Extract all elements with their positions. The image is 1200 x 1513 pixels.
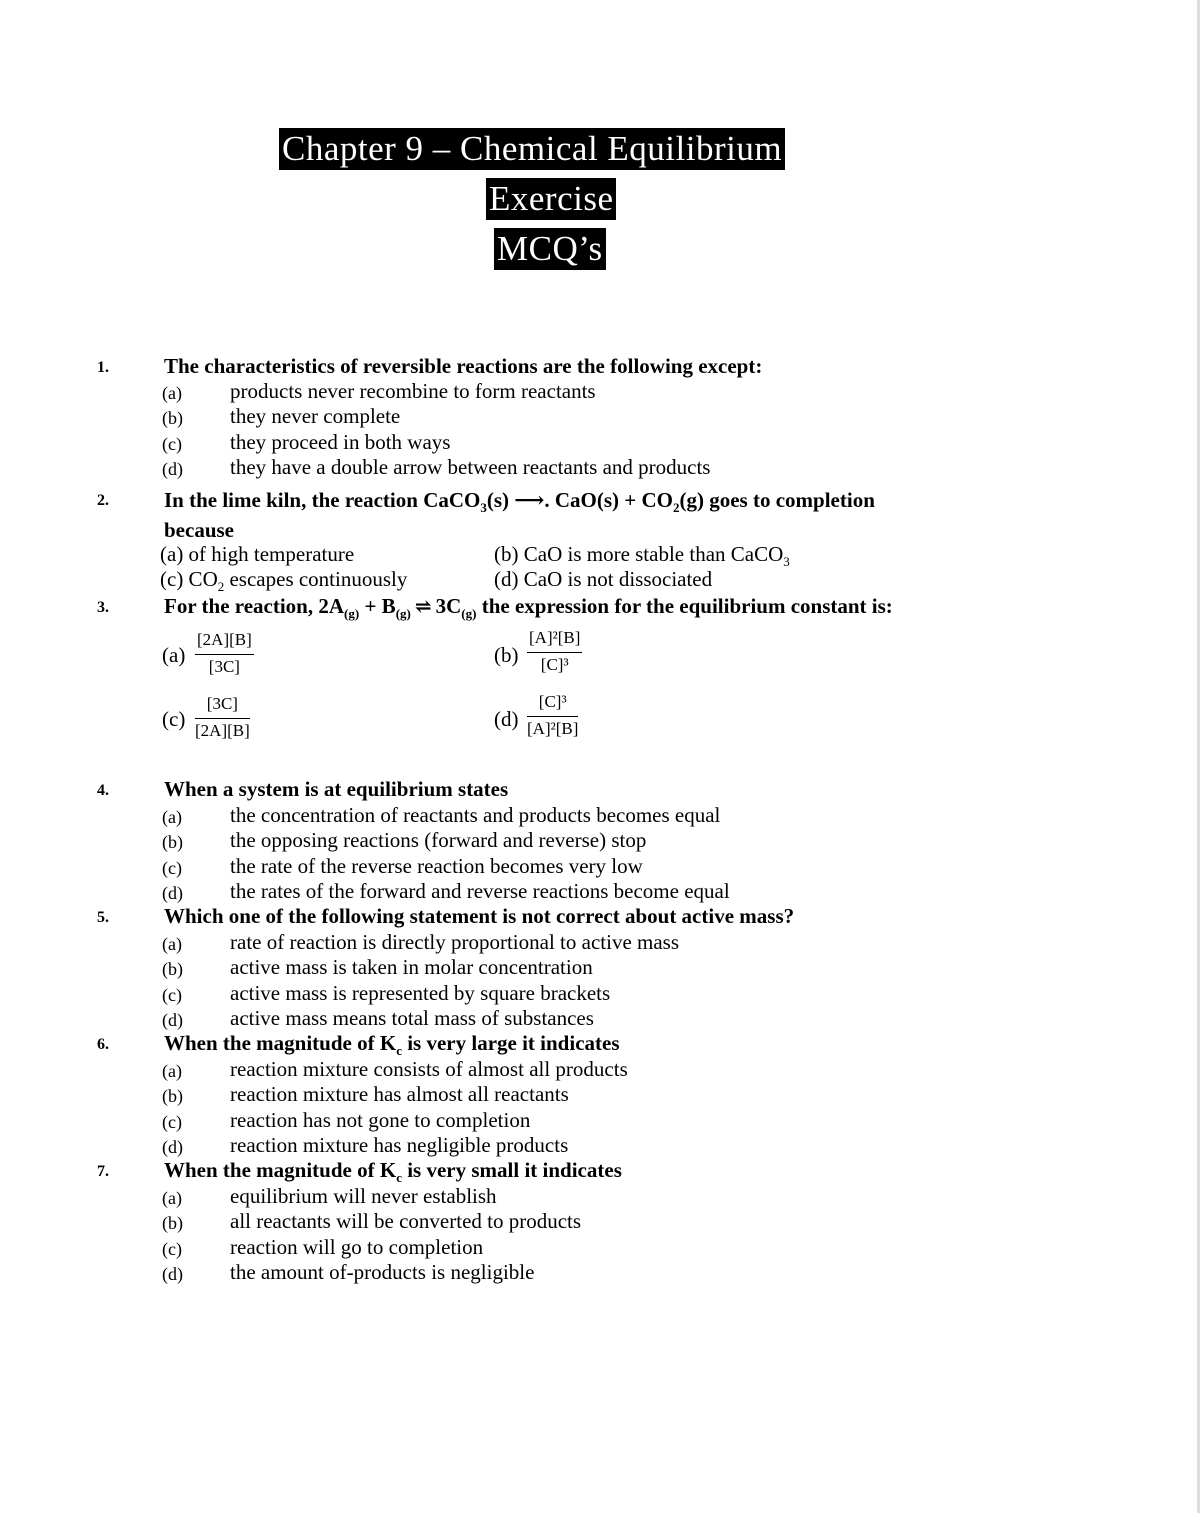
question-number: 4. — [97, 782, 109, 799]
fraction: [A]²[B] [C]³ — [529, 628, 581, 674]
question-text: When a system is at equilibrium states — [164, 777, 509, 801]
fraction: [3C] [2A][B] — [195, 694, 250, 740]
option-text: reaction will go to completion — [230, 1235, 484, 1259]
option-label: (d) — [494, 707, 519, 731]
option-label: (c) — [162, 707, 186, 731]
option-text: the amount of-products is negligible — [230, 1260, 535, 1284]
option-text: they proceed in both ways — [230, 430, 451, 454]
option-label: (c) — [162, 985, 182, 1005]
option-text: reaction mixture has negligible products — [230, 1133, 569, 1157]
option-label: (a) — [162, 383, 182, 403]
question-text-line2: because — [164, 518, 234, 542]
option-text: active mass is represented by square brackets — [230, 981, 611, 1005]
fraction: [2A][B] [3C] — [197, 630, 252, 676]
option-label: (a) — [162, 934, 182, 954]
fraction: [C]³ [A]²[B] — [527, 692, 579, 738]
option-text: the rate of the reverse reaction becomes very low — [230, 854, 643, 878]
option-text: the concentration of reactants and products becomes equal — [230, 803, 721, 827]
option-text: products never recombine to form reactants — [230, 379, 596, 403]
option-label: (d) — [162, 1137, 183, 1157]
option-text: reaction has not gone to completion — [230, 1108, 531, 1132]
mcqs-title: MCQ’s — [494, 228, 606, 270]
option-text: all reactants will be converted to products — [230, 1209, 582, 1233]
exercise-title: Exercise — [486, 178, 616, 220]
option-label: (a) — [162, 1188, 182, 1208]
option-text: they have a double arrow between reactants and products — [230, 455, 711, 479]
option-text: (a) of high temperature — [160, 542, 355, 566]
option-label: (c) — [162, 434, 182, 454]
option-label: (c) — [162, 858, 182, 878]
question-text: For the reaction, $2A_{(g)} + B_{(g)}$ ⇌ $3C_{(g)}$ the expression for the equilibrium constant is: — [164, 594, 893, 622]
question-number: 1. — [97, 359, 109, 376]
option-label: (b) — [162, 832, 183, 852]
option-text: active mass is taken in molar concentration — [230, 955, 593, 979]
chapter-title: Chapter 9 – Chemical Equilibrium — [279, 128, 785, 170]
option-label: (d) — [162, 1010, 183, 1030]
option-label: (b) — [162, 959, 183, 979]
option-text: equilibrium will never establish — [230, 1184, 497, 1208]
option-label: (a) — [162, 643, 186, 667]
option-label: (a) — [162, 1061, 182, 1081]
option-label: (a) — [162, 807, 182, 827]
question-text: In the lime kiln, the reaction CaCO$_3$(s) ⟶. $CaO(s) + CO_2(g)$ goes to completion — [164, 488, 875, 516]
option-text: active mass means total mass of substances — [230, 1006, 594, 1030]
option-label: (c) — [162, 1239, 182, 1259]
option-text: (d) CaO is not dissociated — [494, 567, 713, 591]
option-label: (b) — [162, 408, 183, 428]
question-text: When the magnitude of $K_c$ is very large it indicates — [164, 1031, 620, 1059]
question-text: The characteristics of reversible reactions are the following except: — [164, 354, 763, 378]
question-number: 5. — [97, 909, 109, 926]
option-label: (b) — [162, 1213, 183, 1233]
equilibrium-arrow-icon: ⇌ — [414, 596, 432, 618]
option-text: reaction mixture consists of almost all products — [230, 1057, 628, 1081]
option-label: (b) — [494, 643, 519, 667]
question-text: When the magnitude of $K_c$ is very small it indicates — [164, 1158, 622, 1186]
option-text: rate of reaction is directly proportional to active mass — [230, 930, 680, 954]
question-number: 7. — [97, 1163, 109, 1180]
option-text: reaction mixture has almost all reactants — [230, 1082, 569, 1106]
question-number: 6. — [97, 1036, 109, 1053]
question-number: 2. — [97, 492, 109, 509]
option-text: (c) $CO_2$ escapes continuously — [160, 567, 408, 595]
option-label: (d) — [162, 883, 183, 903]
option-label: (b) — [162, 1086, 183, 1106]
question-text: Which one of the following statement is not correct about active mass? — [164, 904, 795, 928]
option-text: (b) CaO is more stable than CaCO$_3$ — [494, 542, 790, 570]
option-text: the opposing reactions (forward and reverse) stop — [230, 828, 647, 852]
question-number: 3. — [97, 599, 109, 616]
option-label: (c) — [162, 1112, 182, 1132]
option-text: they never complete — [230, 404, 401, 428]
option-label: (d) — [162, 1264, 183, 1284]
option-text: the rates of the forward and reverse reactions become equal — [230, 879, 730, 903]
option-label: (d) — [162, 459, 183, 479]
